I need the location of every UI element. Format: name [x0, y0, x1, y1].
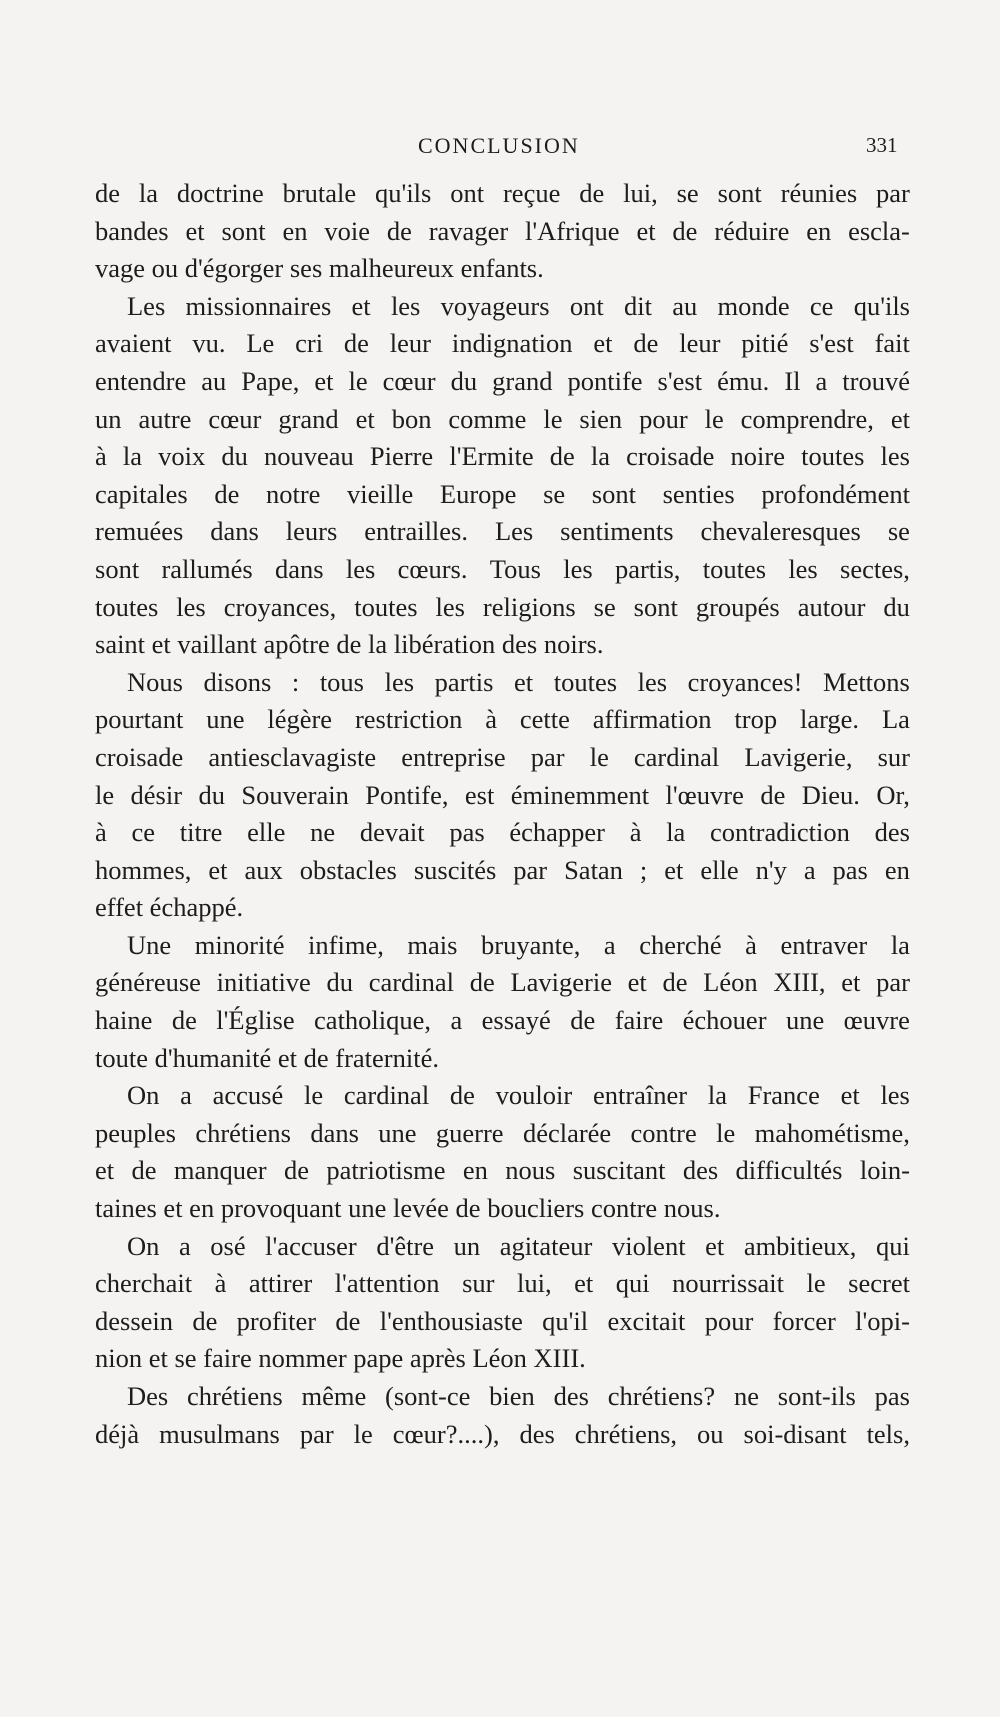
- text-line: On a accusé le cardinal de vouloir entraîner la France et les: [127, 1080, 910, 1111]
- text-line: cherchait à attirer l'attention sur lui, et qui nourrissait le secret: [95, 1268, 910, 1299]
- text-line: effet échappé.: [95, 892, 244, 923]
- text-line: On a osé l'accuser d'être un agitateur violent et ambitieux, qui: [127, 1230, 910, 1261]
- running-title: CONCLUSION: [418, 133, 580, 158]
- text-line: pourtant une légère restriction à cette affirmation trop large. La: [95, 704, 910, 735]
- text-line: toute d'humanité et de fraternité.: [95, 1042, 439, 1073]
- text-line: dessein de profiter de l'enthousiaste qu'il excitait pour forcer l'opi-: [95, 1305, 910, 1336]
- text-line: entendre au Pape, et le cœur du grand pontife s'est ému. Il a trouvé: [95, 365, 910, 396]
- text-line: capitales de notre vieille Europe se sont senties profondément: [95, 478, 910, 509]
- text-line: Une minorité infime, mais bruyante, a cherché à entraver la: [127, 929, 910, 960]
- text-line: le désir du Souverain Pontife, est éminemment l'œuvre de Dieu. Or,: [95, 779, 910, 810]
- text-line: à la voix du nouveau Pierre l'Ermite de la croisade noire toutes les: [95, 441, 910, 472]
- page-number: 331: [866, 133, 898, 157]
- text-line: et de manquer de patriotisme en nous suscitant des difficultés loin-: [95, 1155, 910, 1186]
- text-line: peuples chrétiens dans une guerre déclarée contre le mahométisme,: [95, 1117, 910, 1148]
- text-line: à ce titre elle ne devait pas échapper à la contradiction des: [95, 817, 910, 848]
- body-text: [95, 175, 910, 1453]
- text-line: Les missionnaires et les voyageurs ont dit au monde ce qu'ils: [127, 290, 910, 321]
- text-line: remuées dans leurs entrailles. Les sentiments chevaleresques se: [95, 516, 910, 547]
- text-line: généreuse initiative du cardinal de Lavigerie et de Léon XIII, et par: [95, 967, 910, 998]
- text-line: saint et vaillant apôtre de la libération des noirs.: [95, 629, 604, 660]
- text-line: nion et se faire nommer pape après Léon XIII.: [95, 1343, 586, 1374]
- running-head: [0, 133, 1000, 163]
- text-line: toutes les croyances, toutes les religions se sont groupés autour du: [95, 591, 910, 622]
- text-line: haine de l'Église catholique, a essayé de faire échouer une œuvre: [95, 1005, 910, 1036]
- text-line: croisade antiesclavagiste entreprise par le cardinal Lavigerie, sur: [95, 741, 910, 772]
- text-line: Nous disons : tous les partis et toutes les croyances! Mettons: [127, 666, 910, 697]
- text-line: vage ou d'égorger ses malheureux enfants.: [95, 253, 544, 284]
- text-line: déjà musulmans par le cœur?....), des chrétiens, ou soi-disant tels,: [95, 1418, 910, 1449]
- text-line: sont rallumés dans les cœurs. Tous les partis, toutes les sectes,: [95, 553, 910, 584]
- text-line: de la doctrine brutale qu'ils ont reçue de lui, se sont réunies par: [95, 178, 910, 208]
- text-line: hommes, et aux obstacles suscités par Satan ; et elle n'y a pas en: [95, 854, 910, 885]
- text-line: taines et en provoquant une levée de boucliers contre nous.: [95, 1193, 721, 1224]
- text-line: Des chrétiens même (sont-ce bien des chrétiens? ne sont-ils pas: [127, 1381, 910, 1411]
- text-line: un autre cœur grand et bon comme le sien pour le comprendre, et: [95, 403, 910, 434]
- text-line: avaient vu. Le cri de leur indignation et de leur pitié s'est fait: [95, 328, 910, 359]
- text-line: bandes et sont en voie de ravager l'Afrique et de réduire en escla-: [95, 215, 910, 246]
